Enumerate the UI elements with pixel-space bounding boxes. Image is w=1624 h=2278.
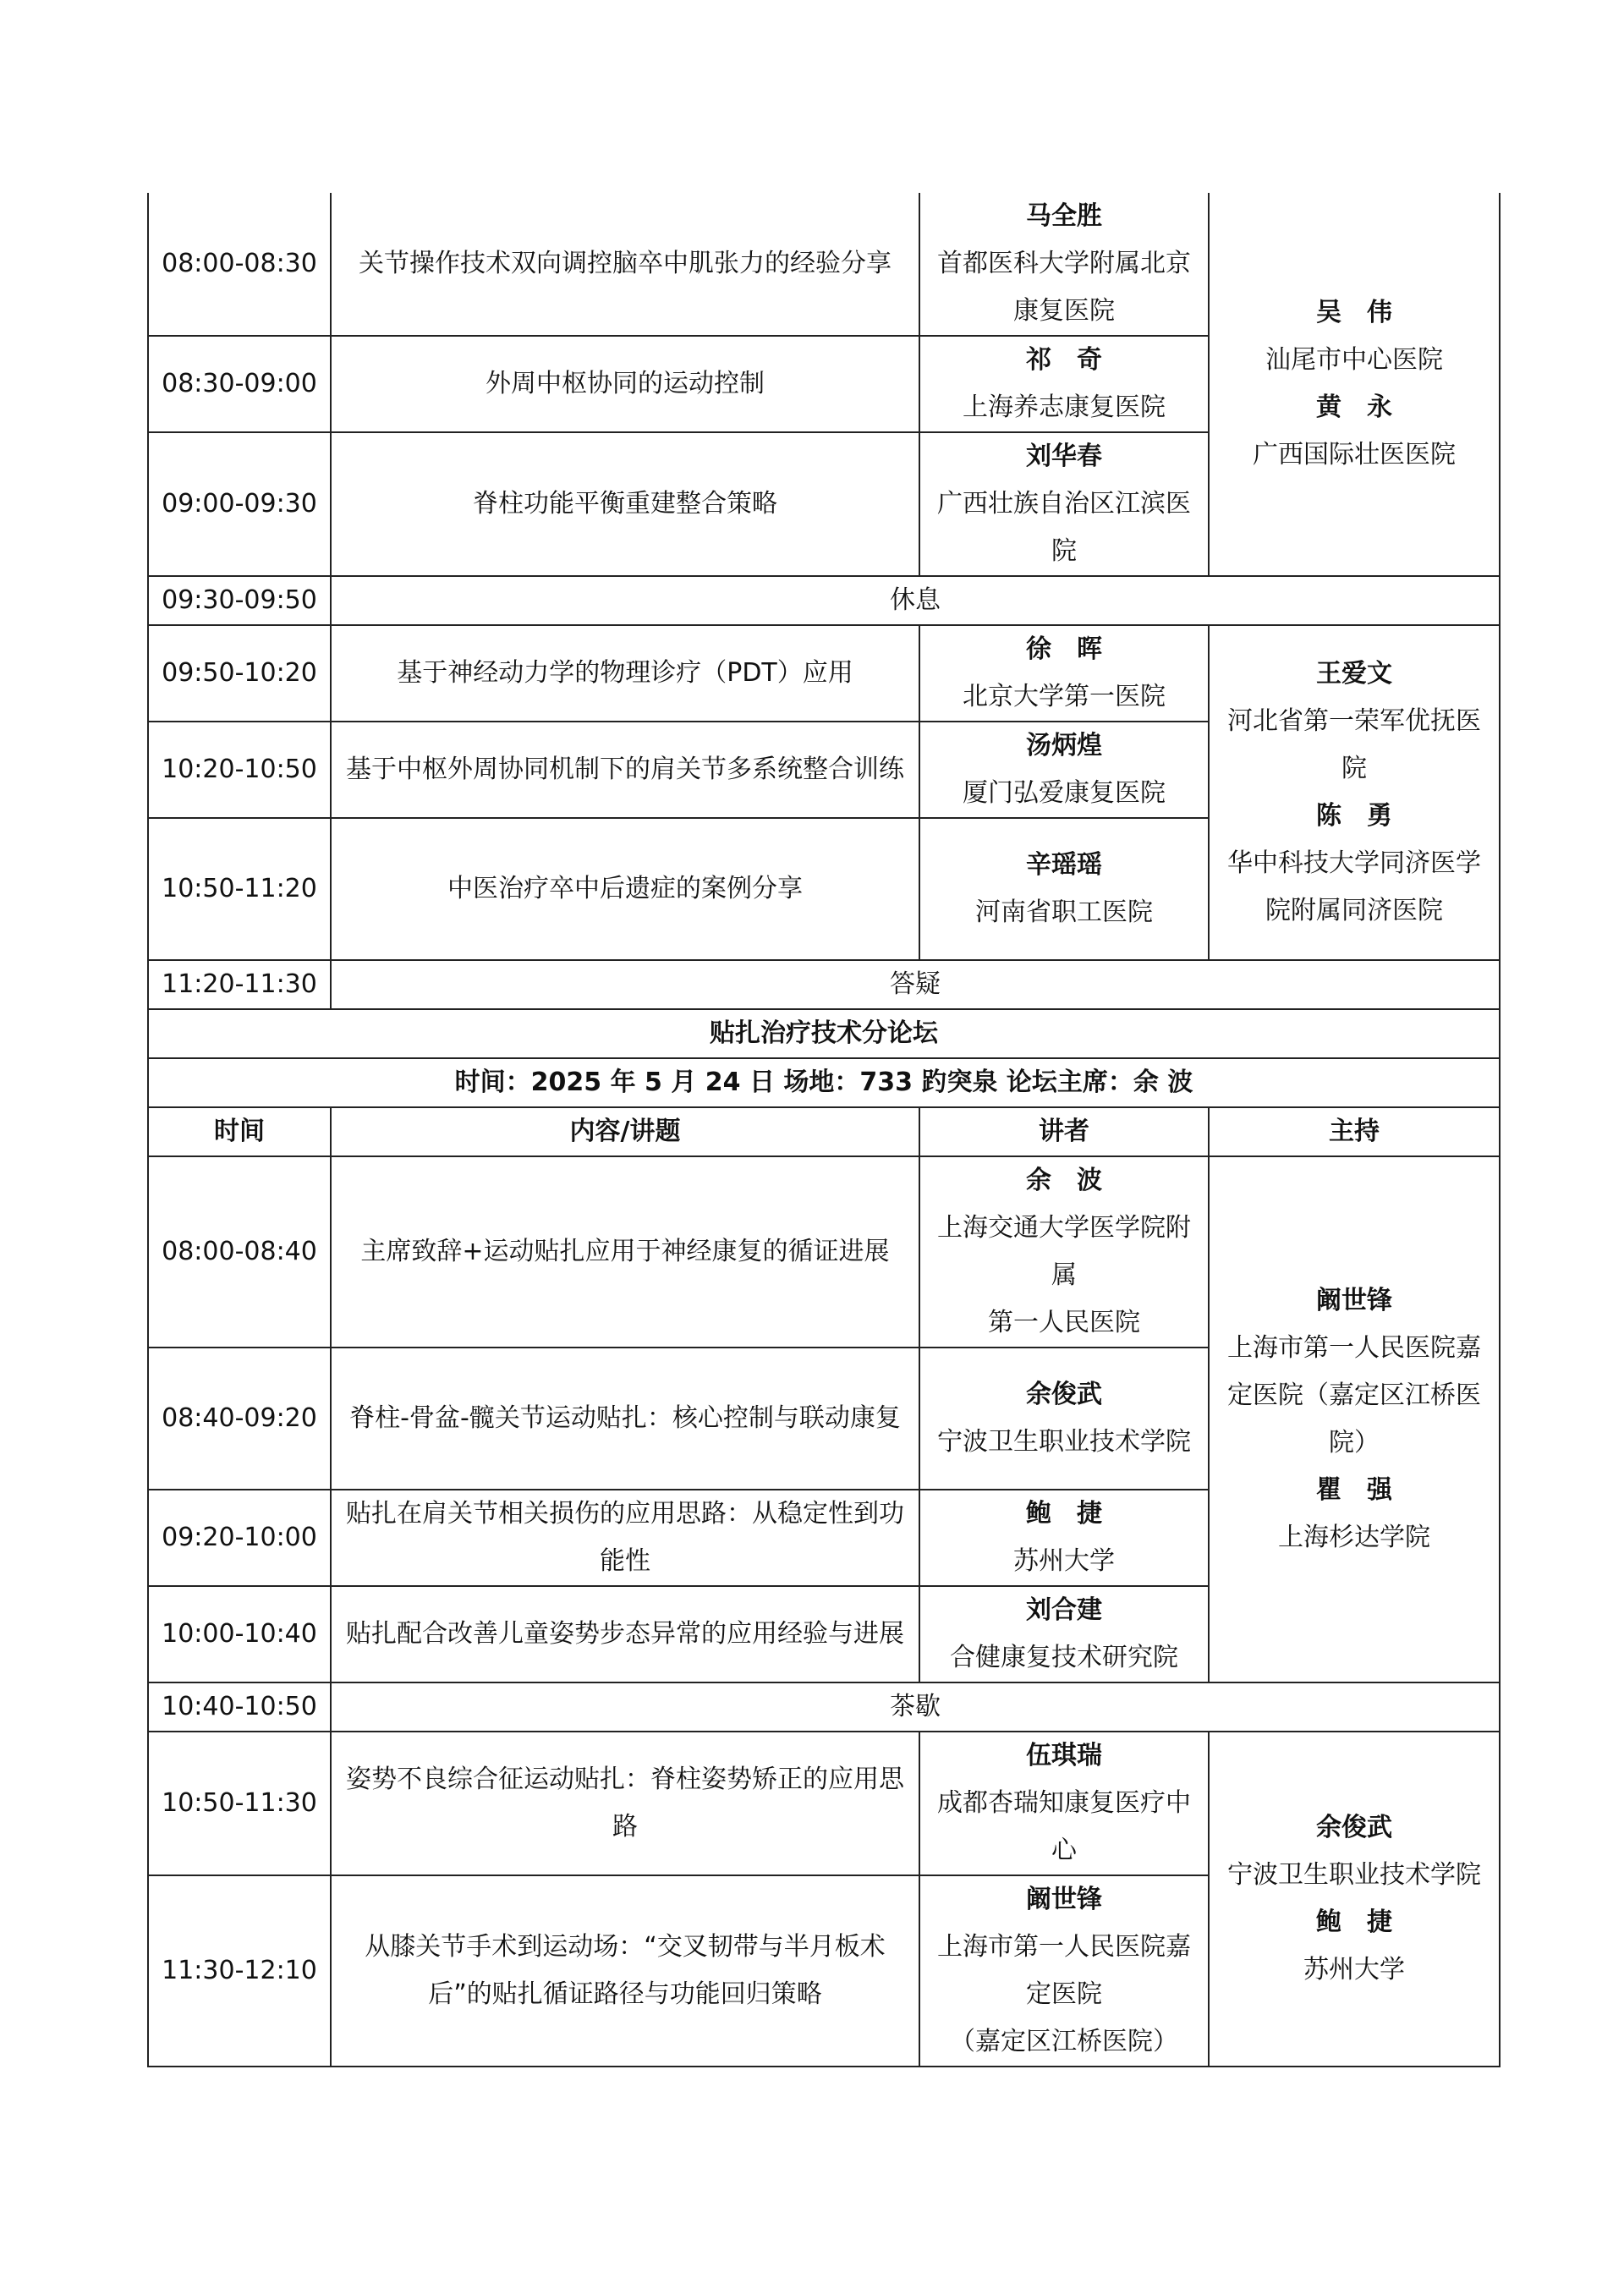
speaker-name: 汤炳煌: [1026, 731, 1102, 760]
topic-cell: 基于神经动力学的物理诊疗（PDT）应用: [331, 625, 919, 722]
time-cell: 11:20-11:30: [148, 960, 331, 1009]
moderator-cell: [1209, 1732, 1500, 2067]
speaker-cell: [919, 1156, 1209, 1348]
table-row: [148, 625, 1500, 722]
moderator-name: 阚世锋: [1316, 1286, 1392, 1315]
moderator-name: 瞿 强: [1316, 1475, 1392, 1505]
moderator-name: 王爱文: [1316, 659, 1392, 689]
time-cell: 10:50-11:30: [148, 1732, 331, 1875]
header-time: 时间: [148, 1107, 331, 1156]
speaker-org: 宁波卫生职业技术学院: [937, 1427, 1191, 1457]
break-row: [148, 960, 1500, 1009]
section-subtitle-row: [148, 1058, 1500, 1107]
speaker-name: 辛瑶瑶: [1026, 850, 1102, 880]
speaker-org: 上海市第一人民医院嘉定医院: [937, 1932, 1191, 2009]
speaker-org: 苏州大学: [1013, 1546, 1115, 1576]
speaker-org: 北京大学第一医院: [963, 682, 1166, 711]
moderator-org: 汕尾市中心医院: [1265, 345, 1443, 375]
header-moderator: 主持: [1209, 1107, 1500, 1156]
moderator-org: 河北省第一荣军优抚医院: [1227, 706, 1481, 783]
speaker-name: 刘合建: [1026, 1595, 1102, 1625]
time-cell: 08:40-09:20: [148, 1348, 331, 1490]
speaker-org: 合健康复技术研究院: [950, 1643, 1178, 1672]
speaker-cell: [919, 336, 1209, 432]
moderator-name: 余俊武: [1316, 1813, 1392, 1842]
speaker-org: 河南省职工医院: [975, 897, 1153, 927]
speaker-cell: [919, 1348, 1209, 1490]
topic-cell: 主席致辞+运动贴扎应用于神经康复的循证进展: [331, 1156, 919, 1348]
moderator-org: 广西国际壮医医院: [1253, 440, 1456, 469]
speaker-name: 鲍 捷: [1026, 1499, 1102, 1529]
time-cell: 11:30-12:10: [148, 1875, 331, 2067]
time-cell: 09:50-10:20: [148, 625, 331, 722]
topic-cell: 关节操作技术双向调控脑卒中肌张力的经验分享: [331, 193, 919, 336]
speaker-org: 首都医科大学附属北京康复医院: [937, 249, 1191, 326]
speaker-cell: [919, 432, 1209, 576]
speaker-cell: [919, 1586, 1209, 1682]
moderator-cell: [1209, 1156, 1500, 1682]
time-cell: 10:00-10:40: [148, 1586, 331, 1682]
moderator-name: 鲍 捷: [1316, 1907, 1392, 1937]
table-row: [148, 1732, 1500, 1875]
topic-cell: 基于中枢外周协同机制下的肩关节多系统整合训练: [331, 722, 919, 818]
moderator-org: 华中科技大学同济医学院附属同济医院: [1227, 848, 1481, 925]
time-cell: 08:00-08:40: [148, 1156, 331, 1348]
speaker-cell: [919, 1490, 1209, 1586]
time-cell: 09:00-09:30: [148, 432, 331, 576]
moderator-org: 苏州大学: [1303, 1955, 1405, 1984]
speaker-cell: [919, 1732, 1209, 1875]
time-cell: 08:00-08:30: [148, 193, 331, 336]
topic-cell: 贴扎在肩关节相关损伤的应用思路：从稳定性到功能性: [331, 1490, 919, 1586]
speaker-name: 马全胜: [1026, 201, 1102, 231]
speaker-name: 余俊武: [1026, 1380, 1102, 1409]
time-cell: 10:20-10:50: [148, 722, 331, 818]
section-subtitle: 时间：2025 年 5 月 24 日 场地：733 趵突泉 论坛主席：余 波: [148, 1058, 1500, 1107]
moderator-org: 上海杉达学院: [1278, 1523, 1430, 1552]
speaker-name: 刘华春: [1026, 442, 1102, 471]
time-cell: 10:40-10:50: [148, 1682, 331, 1732]
speaker-cell: [919, 193, 1209, 336]
topic-cell: 脊柱功能平衡重建整合策略: [331, 432, 919, 576]
time-cell: 08:30-09:00: [148, 336, 331, 432]
break-label: 休息: [331, 576, 1500, 625]
speaker-org: 成都杏瑞知康复医疗中心: [937, 1788, 1191, 1865]
speaker-name: 徐 晖: [1026, 634, 1102, 664]
header-speaker: 讲者: [919, 1107, 1209, 1156]
break-row: [148, 1682, 1500, 1732]
break-row: [148, 576, 1500, 625]
moderator-org: 上海市第一人民医院嘉定医院（嘉定区江桥医院）: [1227, 1333, 1481, 1457]
section-title: 贴扎治疗技术分论坛: [148, 1009, 1500, 1058]
time-cell: 10:50-11:20: [148, 818, 331, 960]
speaker-org: 第一人民医院: [988, 1308, 1140, 1337]
column-header-row: [148, 1107, 1500, 1156]
topic-cell: 贴扎配合改善儿童姿势步态异常的应用经验与进展: [331, 1586, 919, 1682]
speaker-cell: [919, 818, 1209, 960]
speaker-name: 余 波: [1026, 1166, 1102, 1195]
break-label: 答疑: [331, 960, 1500, 1009]
speaker-org: 上海养志康复医院: [963, 392, 1166, 422]
moderator-cell: [1209, 193, 1500, 576]
speaker-name: 祁 奇: [1026, 345, 1102, 375]
speaker-cell: [919, 1875, 1209, 2067]
moderator-cell: [1209, 625, 1500, 960]
speaker-name: 伍琪瑞: [1026, 1741, 1102, 1770]
topic-cell: 姿势不良综合征运动贴扎：脊柱姿势矫正的应用思路: [331, 1732, 919, 1875]
time-cell: 09:30-09:50: [148, 576, 331, 625]
speaker-org: （嘉定区江桥医院）: [950, 2027, 1178, 2056]
header-topic: 内容/讲题: [331, 1107, 919, 1156]
table-row: [148, 1156, 1500, 1348]
moderator-name: 黄 永: [1316, 392, 1392, 422]
speaker-cell: [919, 722, 1209, 818]
break-label: 茶歇: [331, 1682, 1500, 1732]
topic-cell: 外周中枢协同的运动控制: [331, 336, 919, 432]
topic-cell: 从膝关节手术到运动场：“交叉韧带与半月板术后”的贴扎循证路径与功能回归策略: [331, 1875, 919, 2067]
speaker-name: 阚世锋: [1026, 1885, 1102, 1914]
topic-cell: 中医治疗卒中后遗症的案例分享: [331, 818, 919, 960]
moderator-name: 陈 勇: [1316, 801, 1392, 831]
topic-cell: 脊柱-骨盆-髋关节运动贴扎：核心控制与联动康复: [331, 1348, 919, 1490]
section-title-row: [148, 1009, 1500, 1058]
speaker-org: 上海交通大学医学院附属: [937, 1213, 1191, 1290]
schedule-table: [147, 193, 1501, 2067]
speaker-org: 广西壮族自治区江滨医院: [937, 489, 1191, 566]
speaker-org: 厦门弘爱康复医院: [963, 778, 1166, 808]
table-row: [148, 193, 1500, 336]
time-cell: 09:20-10:00: [148, 1490, 331, 1586]
speaker-cell: [919, 625, 1209, 722]
moderator-name: 吴 伟: [1316, 298, 1392, 327]
moderator-org: 宁波卫生职业技术学院: [1227, 1860, 1481, 1890]
